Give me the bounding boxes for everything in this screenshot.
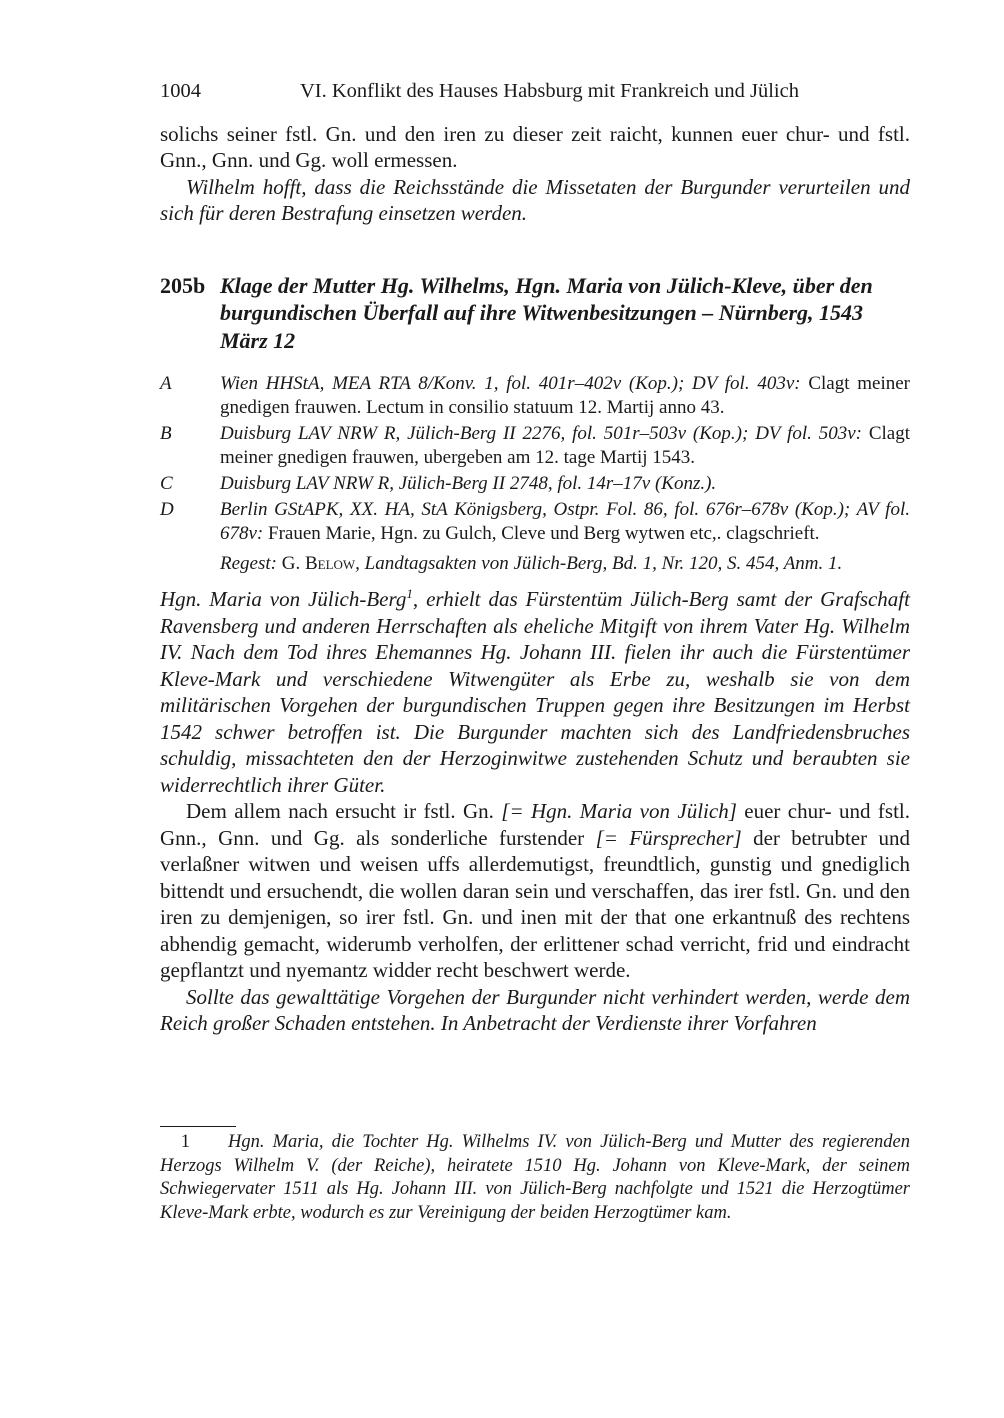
source-entry (160, 498, 910, 546)
source-entry (160, 372, 910, 420)
running-header (160, 78, 910, 105)
source-siglum: A (160, 373, 172, 394)
footnote-mark: 1 (406, 586, 413, 601)
source-text: Clagt meiner gnedigen frauwen. Lectum in consilio statuum 12. Martij anno 43. (220, 373, 910, 418)
summary-start: Hgn. Maria von Jülich-Berg (160, 587, 407, 611)
regest-label: Regest: (220, 553, 277, 574)
section-title: Klage der Mutter Hg. Wilhelms, Hgn. Maria von Jülich-Kleve, über den burgundischen Überfall auf ihre Witwenbesitzungen – Nürnberg, 1543 März 12 (220, 272, 873, 353)
regest-work: , Landtagsakten von Jülich-Berg, Bd. 1, Nr. 120, S. 454, Anm. 1. (355, 553, 843, 574)
editorial-note-2: [= Fürsprecher] (595, 825, 742, 850)
source-ref: Duisburg LAV NRW R, Jülich-Berg II 2748, fol. 14r–17v (Konz.). (220, 473, 717, 494)
main-paragraph (160, 798, 910, 984)
section-number: 205b (160, 272, 206, 298)
page-number: 1004 (160, 80, 201, 102)
main-text-3: der betrubter und verlaßner witwen und weisen uffs allerdemutigst, freundtlich, gunstig und gnediglich bittendt und ersuchendt, die wollen daran sein und verschaffen, das irer fstl. Gn. und den iren zu demjenigen, so irer fstl. Gn. und inen mit der that one erkantnuß des rechtens abhendig gemacht, widerumb verholfen, der erlittener schad verricht, frid und eindracht gepflantzt und nyemantz widder recht beschwert werde. (160, 825, 911, 982)
footnote-text: Hgn. Maria, die Tochter Hg. Wilhelms IV. von Jülich-Berg und Mutter des regierenden Herzogs Wilhelm V. (der Reiche), heiratete 1510 Hg. Johann von Kleve-Mark, der seinem Schwiegervater 1511 als Hg. Johann III. von Jülich-Berg nachfolgte und 1521 die Herzogtümer Kleve-Mark erbte, wodurch es zur Vereinigung der beiden Herzogtümer kam. (160, 1132, 910, 1223)
footnote-rule (160, 1126, 236, 1127)
source-siglum: D (160, 499, 174, 520)
summary-paragraph (160, 586, 910, 798)
summary-rest: , erhielt das Fürstentüm Jülich-Berg samt der Grafschaft Ravensberg und anderen Herrschaften als eheliche Mitgift von ihrem Vater Hg. Wilhelm IV. Nach dem Tod ihres Ehemannes Hg. Johann III. fielen ihr auch die Fürstentümer Kleve-Mark und verschiedene Witwengüter als Erbe zu, weshalb sie von dem militärischen Vorgehen der burgundischen Truppen gegen ihre Besitzungen im Herbst 1542 schwer betroffen ist. Die Burgunder machten sich des Landfriedensbruches schuldig, missachteten den der Herzoginwitwe zustehenden Schutz und beraubten sie widerrechtlich ihrer Güter. (160, 587, 910, 797)
source-text: Clagt meiner gnedigen frauwen, ubergeben am 12. tage Martij 1543. (220, 423, 910, 468)
section-heading (160, 272, 910, 355)
source-entry (160, 472, 910, 496)
regest-line (220, 552, 910, 576)
source-ref: Wien HHStA, MEA RTA 8/Konv. 1, fol. 401r–402v (Kop.); DV fol. 403v: (220, 373, 801, 394)
regest-author: G. Below (281, 553, 356, 574)
main-text-1: Dem allem nach ersucht ir fstl. Gn. (186, 799, 502, 823)
source-text: Frauen Marie, Hgn. zu Gulch, Cleve und Berg wytwen etc,. clagschrieft. (268, 523, 820, 544)
source-siglum: C (160, 473, 173, 494)
intro-text: solichs seiner fstl. Gn. und den iren zu dieser zeit raicht, kunnen euer chur- und fstl. Gnn., Gnn. und Gg. woll ermessen. (160, 121, 910, 172)
editorial-note-1: [= Hgn. Maria von Jülich] (501, 799, 737, 823)
source-siglum: B (160, 423, 172, 444)
source-ref: Berlin GStAPK, XX. HA, StA Königsberg, Ostpr. Fol. 86, fol. 676r–678v (Kop.); AV fol. 678v: (220, 499, 910, 544)
intro-summary: Wilhelm hofft, dass die Reichsstände die Missetaten der Burgunder verurteilen und sich für deren Bestrafung einsetzen werden. (160, 174, 910, 225)
page-body (160, 78, 910, 1037)
source-ref: Duisburg LAV NRW R, Jülich-Berg II 2276, fol. 501r–503v (Kop.); DV fol. 503v: (220, 423, 862, 444)
running-title: VI. Konflikt des Hauses Habsburg mit Frankreich und Jülich (300, 80, 799, 102)
footnote-number: 1 (180, 1132, 190, 1152)
source-list (160, 372, 910, 546)
closing-paragraph: Sollte das gewalttätige Vorgehen der Burgunder nicht verhindert werden, werde dem Reich großer Schaden entstehen. In Anbetracht der Verdienste ihrer Vorfahren (160, 984, 910, 1035)
source-entry (160, 422, 910, 470)
main-text-2: euer chur- und fstl. Gnn., Gnn. und Gg. als sonderliche furstender (160, 799, 911, 850)
footnote (160, 1131, 910, 1225)
